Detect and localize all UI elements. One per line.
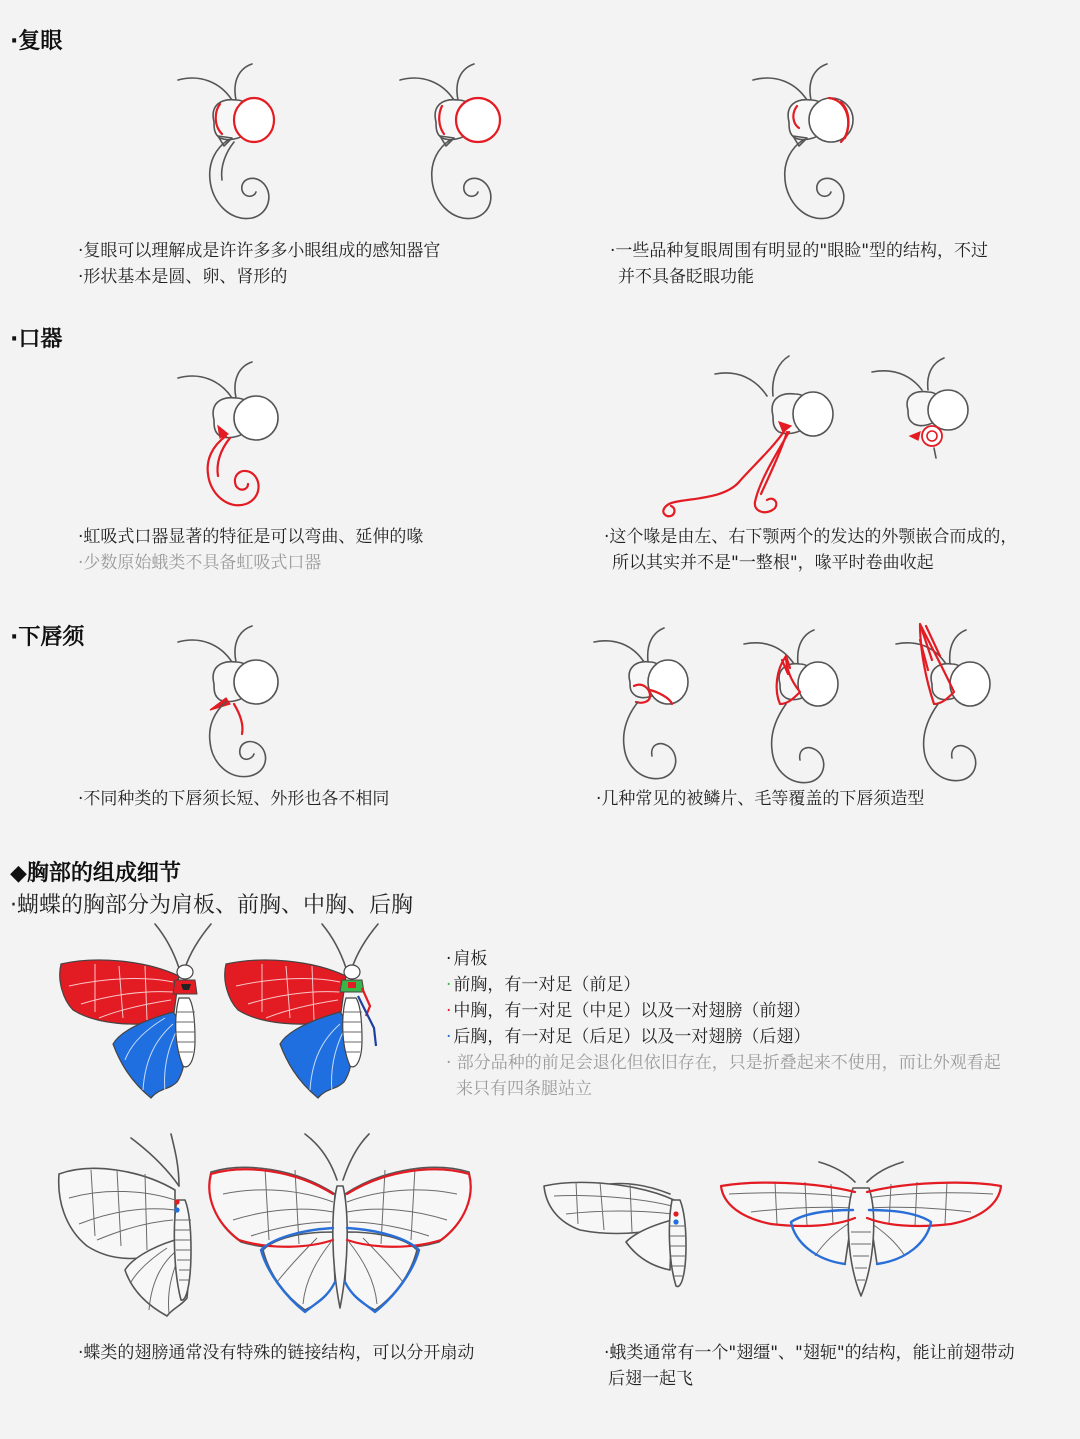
head-illustration-palp-type-1	[590, 626, 700, 786]
section-title-mouthpart: ·口器	[10, 327, 63, 352]
butterfly-top-view-wing-outline	[205, 1132, 475, 1322]
head-illustration-palp-type-2	[740, 630, 850, 790]
legend-text: 肩板	[453, 949, 488, 969]
caption-compound-eye-line1: ·复眼可以理解成是许许多多小眼组成的感知器官	[78, 241, 441, 261]
caption-moth-frenulum-line2: 后翅一起飞	[608, 1369, 693, 1389]
thorax-note-line1: · 部分品种的前足会退化但依旧存在，只是折叠起来不使用，而让外观看起	[446, 1053, 1001, 1073]
caption-labial-palp-scales: ·几种常见的被鳞片、毛等覆盖的下唇须造型	[596, 789, 925, 809]
legend-item-metathorax	[446, 1024, 810, 1050]
butterfly-thorax-diagram-1	[55, 920, 215, 1110]
head-illustration-palp-type-3	[890, 620, 1000, 790]
head-illustration-compound-eye-2	[392, 62, 522, 232]
butterfly-thorax-diagram-2	[218, 920, 388, 1110]
butterfly-side-outline	[55, 1130, 195, 1320]
head-illustration-proboscis-extended	[655, 352, 845, 522]
caption-galea-line2: 所以其实并不是"一整根"，喙平时卷曲收起	[612, 553, 934, 573]
thorax-subtitle: ·蝴蝶的胸部分为肩板、前胸、中胸、后胸	[10, 893, 413, 918]
caption-compound-eye-line2: ·形状基本是圆、卵、肾形的	[78, 267, 288, 287]
caption-moth-frenulum-line1: ·蛾类通常有一个"翅缰"、"翅轭"的结构，能让前翅带动	[604, 1343, 1015, 1363]
caption-butterfly-wing-coupling: ·蝶类的翅膀通常没有特殊的链接结构，可以分开扇动	[78, 1343, 475, 1363]
legend-dot-blue: ·	[446, 1027, 452, 1047]
head-illustration-compound-eye-1	[170, 62, 300, 232]
legend-dot-green: ·	[446, 975, 452, 995]
caption-galea-line1: ·这个喙是由左、右下颚两个的发达的外颚嵌合而成的，	[604, 527, 1018, 547]
legend-text: 前胸，有一对足（前足）	[453, 975, 641, 995]
legend-dot-red: ·	[446, 1001, 452, 1021]
head-illustration-proboscis-cross	[868, 356, 988, 466]
section-title-compound-eye: ·复眼	[10, 29, 63, 54]
thorax-note-line2: 来只有四条腿站立	[456, 1079, 592, 1099]
legend-item-mesothorax	[446, 998, 810, 1024]
section-title-labial-palp: ·下唇须	[10, 625, 85, 650]
moth-top-view-wing-outline	[715, 1152, 1010, 1302]
legend-text: 后胸，有一对足（后足）以及一对翅膀（后翅）	[453, 1027, 811, 1047]
caption-eyelid-line2: 并不具备眨眼功能	[618, 267, 754, 287]
legend-text: 中胸，有一对足（中足）以及一对翅膀（前翅）	[453, 1001, 811, 1021]
head-illustration-proboscis-coiled	[170, 360, 300, 520]
legend-item-prothorax	[446, 972, 640, 998]
head-illustration-labial-palp	[170, 624, 300, 784]
caption-proboscis-line1: ·虹吸式口器显著的特征是可以弯曲、延伸的喙	[78, 527, 424, 547]
head-illustration-compound-eye-eyelid	[745, 62, 875, 232]
section-title-thorax: ◆胸部的组成细节	[10, 861, 181, 886]
moth-side-outline	[540, 1170, 690, 1300]
legend-dot: ·	[446, 949, 452, 969]
legend-item-tegula	[446, 946, 487, 972]
caption-labial-palp-variety: ·不同种类的下唇须长短、外形也各不相同	[78, 789, 390, 809]
caption-proboscis-line2: ·少数原始蛾类不具备虹吸式口器	[78, 553, 322, 573]
caption-eyelid-line1: ·一些品种复眼周围有明显的"眼睑"型的结构，不过	[610, 241, 989, 261]
